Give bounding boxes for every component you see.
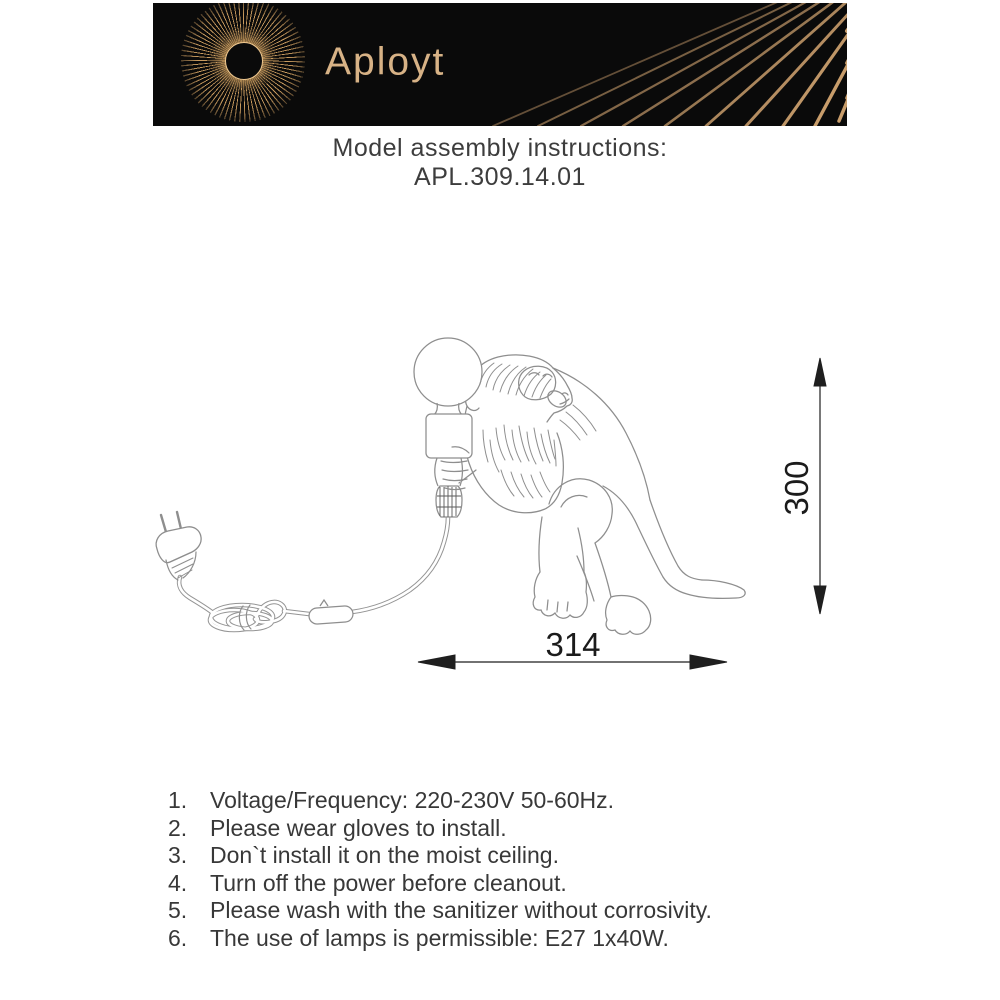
cord-switch-drawing: [308, 600, 353, 625]
instruction-number: 5.: [168, 897, 188, 924]
model-code: APL.309.14.01: [414, 163, 586, 191]
instruction-item: [168, 897, 712, 925]
instruction-item: [168, 870, 712, 898]
width-dimension-label: 314: [545, 626, 601, 663]
height-dimension-label: 300: [778, 460, 815, 516]
instruction-text: Voltage/Frequency: 220-230V 50-60Hz.: [210, 787, 615, 813]
plug-drawing: [156, 512, 201, 580]
instruction-number: 2.: [168, 814, 188, 841]
instruction-number: 3.: [168, 842, 188, 869]
instruction-number: 6.: [168, 924, 188, 951]
instruction-item: [168, 787, 712, 815]
instruction-item: [168, 815, 712, 843]
brand-name: Aployt: [325, 39, 446, 83]
instruction-item: [168, 842, 712, 870]
instruction-number: 4.: [168, 869, 188, 896]
light-bulb-drawing: [414, 338, 482, 517]
monkey-drawing: [452, 355, 745, 634]
instructions-list: [168, 787, 712, 953]
instruction-number: 1.: [168, 787, 188, 813]
instruction-item: [168, 925, 712, 953]
instruction-text: The use of lamps is permissible: E27 1x40W.: [210, 924, 669, 951]
instruction-text: Please wear gloves to install.: [210, 814, 507, 841]
instruction-text: Turn off the power before cleanout.: [210, 869, 567, 896]
page-title: Model assembly instructions:: [332, 134, 668, 162]
instruction-text: Please wash with the sanitizer without corrosivity.: [210, 897, 712, 924]
instruction-text: Don`t install it on the moist ceiling.: [210, 842, 559, 869]
